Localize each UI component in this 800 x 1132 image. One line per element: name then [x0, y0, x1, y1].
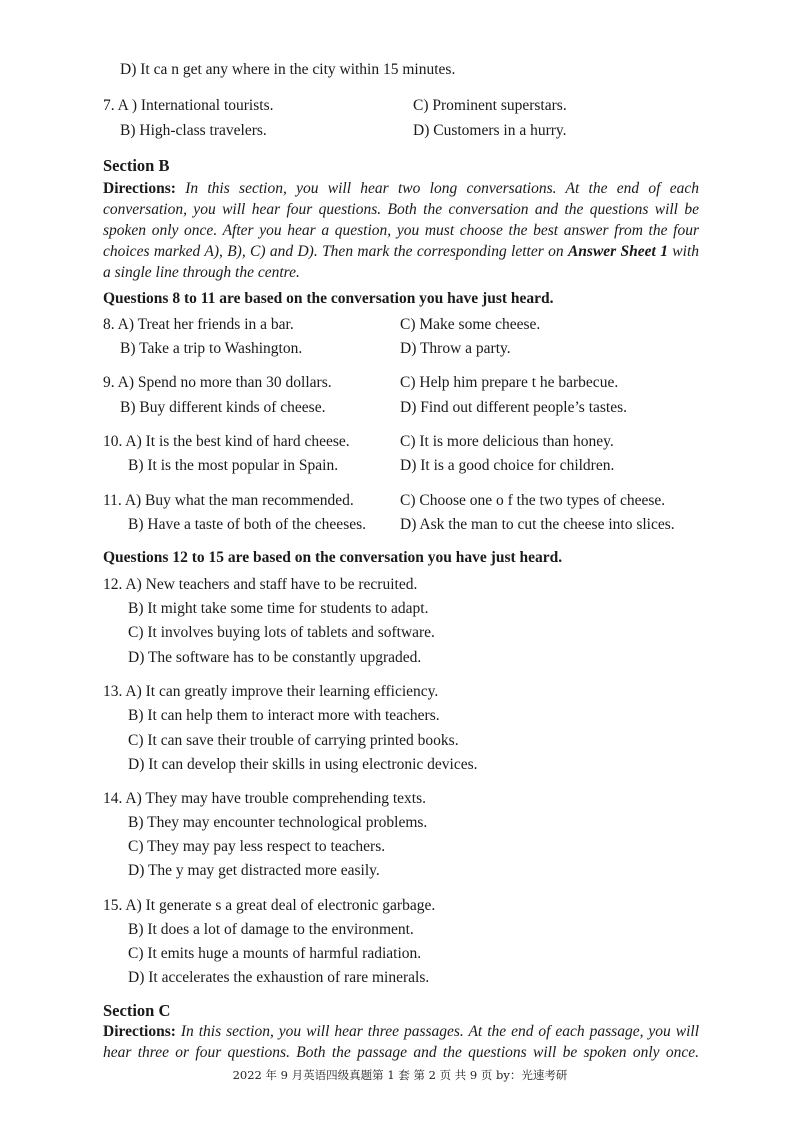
q13-option-c: C) It can save their trouble of carrying printed books.: [128, 732, 459, 749]
section-b-directions-line-1: Directions: In this section, you will hear two long conversations. At the end of each: [103, 180, 699, 197]
section-c-directions-line-2: hear three or four questions. Both the passage and the questions will be spoken only once.: [103, 1044, 699, 1061]
answer-sheet-ref: Answer Sheet 1: [567, 243, 668, 260]
q9-option-d: D) Find out different people’s tastes.: [400, 399, 628, 416]
q15-option-c: C) It emits huge a mounts of harmful radiation.: [128, 945, 422, 962]
q11-option-a: 11. A) Buy what the man recommended.: [103, 492, 354, 509]
q13-option-b: B) It can help them to interact more with teachers.: [128, 707, 440, 724]
q14-option-a: 14. A) They may have trouble comprehending texts.: [103, 790, 426, 807]
section-b-directions-label: Directions:: [103, 180, 176, 197]
page-footer: 2022 年 9 月英语四级真题第 1 套 第 2 页 共 9 页 by：光速考研: [232, 1068, 568, 1082]
q8-option-c: C) Make some cheese.: [400, 316, 541, 333]
section-b-directions-line-4: choices marked A), B), C) and D). Then mark the corresponding letter on Answer Sheet 1 with: [103, 243, 699, 260]
q13-option-a: 13. A) It can greatly improve their learning efficiency.: [103, 683, 439, 700]
section-b-directions-line-5: a single line through the centre.: [103, 264, 300, 281]
q15-option-b: B) It does a lot of damage to the environment.: [128, 921, 414, 938]
q7-option-c: C) Prominent superstars.: [413, 97, 567, 114]
q7-option-d: D) Customers in a hurry.: [413, 122, 567, 139]
q10-option-b: B) It is the most popular in Spain.: [128, 457, 339, 474]
q8-option-b: B) Take a trip to Washington.: [120, 340, 303, 357]
q10-option-c: C) It is more delicious than honey.: [400, 433, 614, 450]
q14-option-c: C) They may pay less respect to teachers.: [128, 838, 386, 855]
q7-option-a: 7. A ) International tourists.: [103, 97, 274, 114]
q12-option-b: B) It might take some time for students to adapt.: [128, 600, 429, 617]
section-c-directions-line-1: Directions: In this section, you will hear three passages. At the end of each passage, you will: [103, 1023, 699, 1040]
section-c-directions-label: Directions:: [103, 1023, 176, 1040]
q11-option-d: D) Ask the man to cut the cheese into slices.: [400, 516, 675, 533]
q8-option-a: 8. A) Treat her friends in a bar.: [103, 316, 294, 333]
q15-option-a: 15. A) It generate s a great deal of electronic garbage.: [103, 897, 436, 914]
q11-option-b: B) Have a taste of both of the cheeses.: [128, 516, 367, 533]
q12-option-d: D) The software has to be constantly upgraded.: [128, 649, 422, 666]
q11-option-c: C) Choose one o f the two types of cheese.: [400, 492, 666, 509]
q14-option-d: D) The y may get distracted more easily.: [128, 862, 380, 879]
q9-option-a: 9. A) Spend no more than 30 dollars.: [103, 374, 332, 391]
questions-8-11-heading: Questions 8 to 11 are based on the conversation you have just heard.: [103, 290, 554, 307]
q13-option-d: D) It can develop their skills in using electronic devices.: [128, 756, 478, 773]
q6-option-d: D) It ca n get any where in the city within 15 minutes.: [120, 61, 456, 78]
section-b-title: Section B: [103, 156, 170, 175]
q15-option-d: D) It accelerates the exhaustion of rare minerals.: [128, 969, 430, 986]
q12-option-a: 12. A) New teachers and staff have to be recruited.: [103, 576, 418, 593]
section-c-title: Section C: [103, 1001, 171, 1020]
questions-12-15-heading: Questions 12 to 15 are based on the conversation you have just heard.: [103, 549, 563, 566]
q9-option-b: B) Buy different kinds of cheese.: [120, 399, 326, 416]
section-b-directions-line-2: conversation, you will hear four questions. Both the conversation and the questions will be: [103, 201, 699, 218]
q10-option-a: 10. A) It is the best kind of hard cheese.: [103, 433, 350, 450]
q10-option-d: D) It is a good choice for children.: [400, 457, 615, 474]
section-b-directions-line-3: spoken only once. After you hear a question, you must choose the best answer from the four: [103, 222, 699, 239]
q14-option-b: B) They may encounter technological problems.: [128, 814, 428, 831]
q8-option-d: D) Throw a party.: [400, 340, 511, 357]
q9-option-c: C) Help him prepare t he barbecue.: [400, 374, 619, 391]
q12-option-c: C) It involves buying lots of tablets and software.: [128, 624, 435, 641]
q7-option-b: B) High-class travelers.: [120, 122, 267, 139]
